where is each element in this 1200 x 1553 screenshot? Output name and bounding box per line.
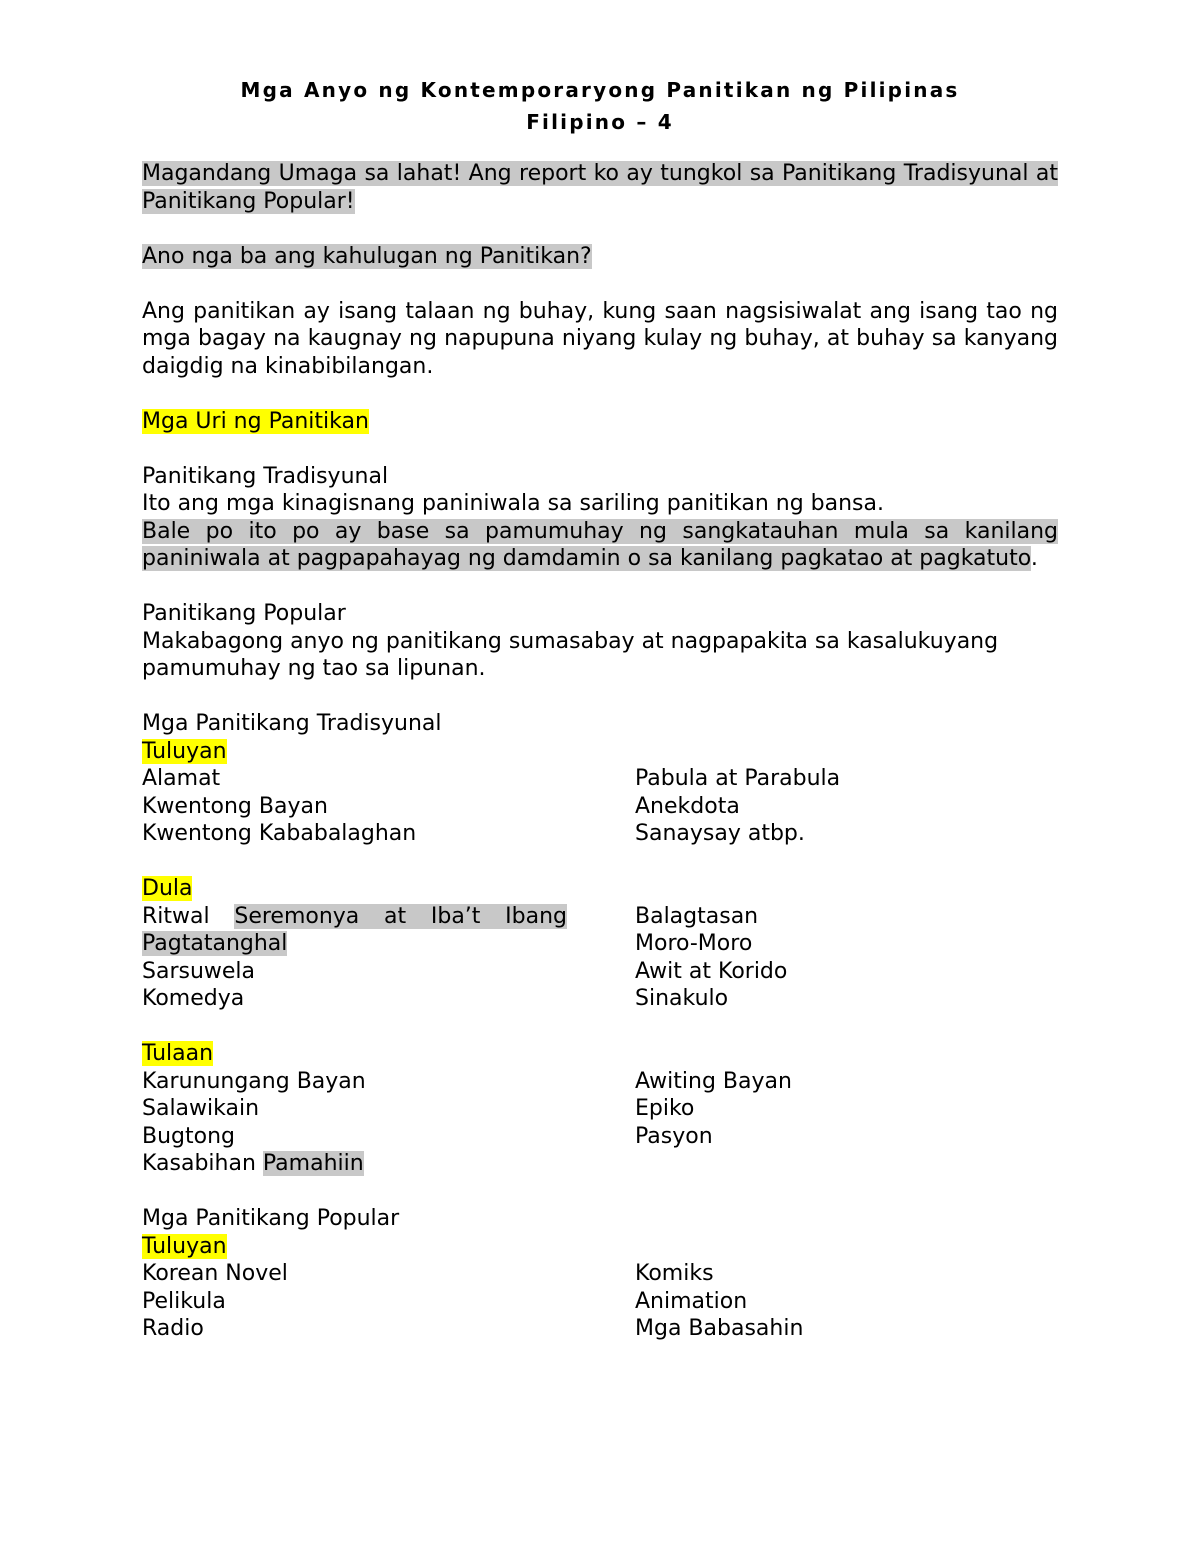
list-item: Sanaysay atbp. <box>635 821 805 846</box>
list-item: Komiks <box>635 1261 714 1286</box>
tulaan-heading-text: Tulaan <box>142 1041 214 1066</box>
dula-first-plain: Ritwal <box>142 903 235 929</box>
dula-left-column <box>142 903 567 1013</box>
traditional-note-text: Bale po ito po ay base sa pamumuhay ng sangkatauhan mula sa kanilang paniniwala at pagpapahayag ng damdamin o sa kanilang pagkatao at pagkatuto <box>142 518 1058 571</box>
dula-first-highlight: Seremonya at Iba’t Ibang Pagtatanghal <box>142 903 568 956</box>
traditional-list-heading: Mga Panitikang Tradisyunal <box>142 711 442 736</box>
popular-tuluyan-columns <box>142 1260 1058 1343</box>
traditional-desc: Ito ang mga kinagisnang paniniwala sa sariling panitikan ng bansa. <box>142 491 884 516</box>
question-text: Ano nga ba ang kahulugan ng Panitikan? <box>142 243 592 269</box>
popular-tuluyan-heading-text: Tuluyan <box>142 1233 227 1259</box>
list-item <box>142 1150 567 1178</box>
dula-right-column <box>567 903 1058 1013</box>
list-item: Pasyon <box>635 1123 713 1149</box>
list-item: Balagtasan <box>635 903 759 929</box>
popular-list-heading: Mga Panitikang Popular <box>142 1206 400 1231</box>
list-item: Radio <box>142 1316 204 1341</box>
dula-heading-text: Dula <box>142 876 193 901</box>
list-item: Moro-Moro <box>635 931 753 956</box>
definition-paragraph: Ang panitikan ay isang talaan ng buhay, kung saan nagsisiwalat ang isang tao ng mga bagay na kaugnay ng napupuna niyang kulay ng buhay, at buhay sa kanyang daigdig na kinabibilangan. <box>142 298 1058 379</box>
list-item: Epiko <box>635 1096 695 1121</box>
question-paragraph <box>142 243 1058 271</box>
list-item: Sinakulo <box>635 986 729 1011</box>
traditional-note <box>142 518 1058 573</box>
tuluyan-left-column <box>142 765 567 848</box>
list-item: Salawikain <box>142 1096 260 1121</box>
list-item: Bugtong <box>142 1123 235 1149</box>
popular-tuluyan-right-column <box>567 1260 1058 1343</box>
list-item: Komedya <box>142 986 245 1011</box>
dula-columns <box>142 903 1058 1013</box>
popular-title: Panitikang Popular <box>142 601 346 626</box>
list-item: Sarsuwela <box>142 958 256 984</box>
tulaan-columns <box>142 1068 1058 1178</box>
tuluyan-heading-text: Tuluyan <box>142 738 227 764</box>
list-item <box>142 903 567 958</box>
popular-tuluyan-left-column <box>142 1260 567 1343</box>
popular-tuluyan-heading <box>142 1233 1058 1261</box>
list-item: Mga Babasahin <box>635 1316 804 1341</box>
traditional-note-end: . <box>1030 546 1038 571</box>
greeting-text: Magandang Umaga sa lahat! Ang report ko ay tungkol sa Panitikang Tradisyunal at Panitikang Popular! <box>142 161 1058 214</box>
types-heading-text: Mga Uri ng Panitikan <box>142 408 369 434</box>
tuluyan-heading <box>142 738 1058 766</box>
list-item: Korean Novel <box>142 1261 288 1286</box>
list-item: Kwentong Kababalaghan <box>142 821 417 846</box>
traditional-title: Panitikang Tradisyunal <box>142 463 389 489</box>
list-item: Anekdota <box>635 793 740 819</box>
popular-desc: Makabagong anyo ng panitikang sumasabay at nagpapakita sa kasalukuyang pamumuhay ng tao sa lipunan. <box>142 628 999 681</box>
list-item: Awiting Bayan <box>635 1068 792 1094</box>
tulaan-last-plain: Kasabihan <box>142 1151 263 1176</box>
types-heading <box>142 408 1058 436</box>
tulaan-heading <box>142 1040 1058 1068</box>
list-item: Pabula at Parabula <box>635 766 841 791</box>
title-block <box>142 74 1058 138</box>
tulaan-left-column <box>142 1068 567 1178</box>
list-item: Kwentong Bayan <box>142 793 328 819</box>
tuluyan-columns <box>142 765 1058 848</box>
list-item: Awit at Korido <box>635 958 788 984</box>
document-page <box>142 74 1058 1343</box>
tuluyan-right-column <box>567 765 1058 848</box>
list-item: Alamat <box>142 766 221 791</box>
list-item: Pelikula <box>142 1288 226 1314</box>
dula-heading <box>142 875 1058 903</box>
list-item: Karunungang Bayan <box>142 1068 366 1094</box>
tulaan-last-highlight: Pamahiin <box>262 1151 364 1176</box>
document-title: Mga Anyo ng Kontemporaryong Panitikan ng Pilipinas <box>240 78 960 102</box>
greeting-paragraph <box>142 160 1058 215</box>
list-item: Animation <box>635 1288 748 1314</box>
document-subtitle: Filipino – 4 <box>526 110 674 134</box>
tulaan-right-column <box>567 1068 1058 1178</box>
